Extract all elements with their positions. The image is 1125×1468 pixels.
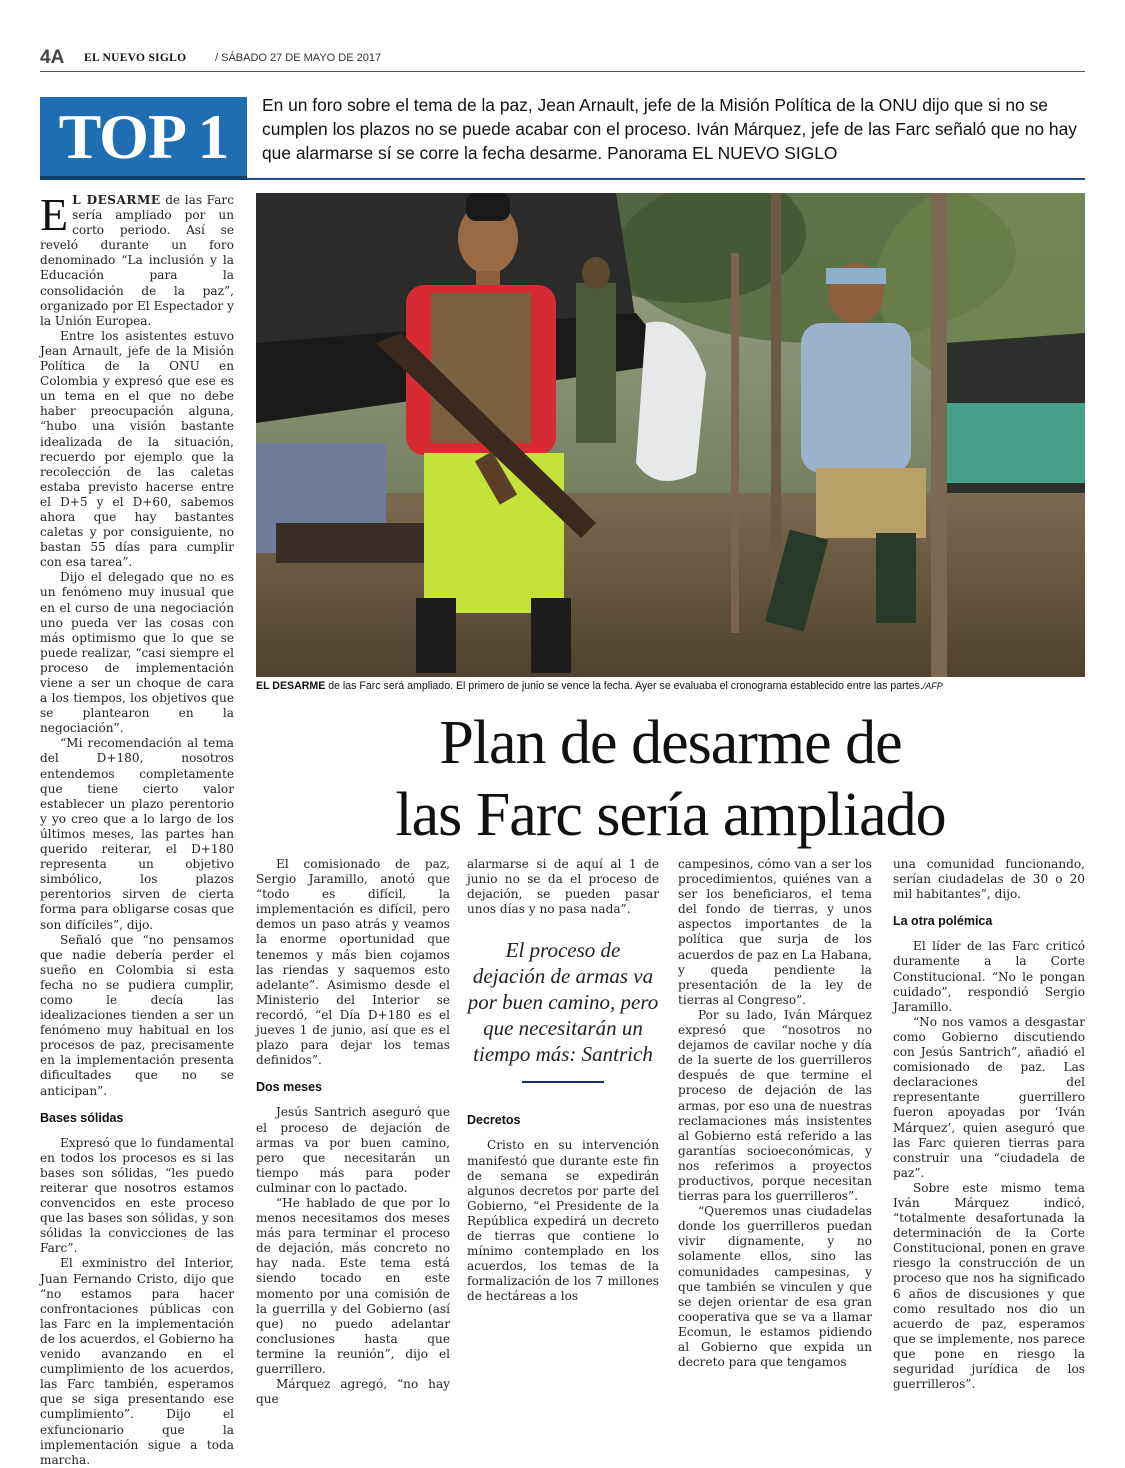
summary-text: En un foro sobre el tema de la paz, Jean Arnault, jefe de la Misión Política de la ONU dijo que si no se cumplen los plazos no se puede acabar con el proceso. Iván Márquez, jefe de las Farc señaló que no hay que alarmarse sí se corre la fecha desarme. Panorama: [262, 95, 1077, 163]
article-column-4: [678, 857, 872, 1370]
article-headline: [256, 707, 1085, 851]
subheading: La otra polémica: [893, 914, 993, 929]
paragraph: Márquez agregó, “no hay que: [256, 1377, 450, 1407]
summary-brand: EL NUEVO SIGLO: [692, 143, 838, 163]
article-column-3: [467, 857, 659, 1305]
paragraph: El exministro del Interior, Juan Fernando Cristo, dijo que “no estamos para hacer confrontaciones públicas con las Farc en la implementación de los acuerdos, el Gobierno ha venido avanzando en el cumplimiento de los acuerdos, las Farc también, esperamos que se siga presentando ese cumplimiento”. Dijo el exfuncionario que la implementación sigue a toda marcha.: [40, 1256, 234, 1467]
publication-name: EL NUEVO SIGLO: [84, 52, 187, 64]
article-column-5: [893, 857, 1085, 1392]
paragraph: una comunidad funcionando, serían ciudadelas de 30 o 20 mil habitantes”, dijo.: [893, 857, 1085, 902]
paragraph: “Mi recomendación al tema del D+180, nosotros entendemos completamente que tiene cierto valor establecer un plazo perentorio y yo creo que a lo largo de los últimos meses, las partes han querido reiterar, el D+180 representa un objetivo simbólico, los plazos perentorios sirven de cierta forma para obligarse cosas que son difíciles”, dijo.: [40, 736, 234, 932]
paragraph: de las Farc sería ampliado por un corto periodo. Así se reveló durante un foro denominado “La inclusión y la Educación para la consolidación de la paz”, organizado por El Espectador y la Unión Europea.: [40, 193, 234, 328]
paragraph: Por su lado, Iván Márquez expresó que “nosotros no dejamos de cavilar noche y día de la suerte de los guerrilleros después de que termine el proceso de dejación de las armas, por eso una de nuestras reclamaciones más insistentes al Gobierno está referido a las garantías socioeconómicas, y nos referimos a proyectos productivos, porque necesitan tierras para los guerrilleros”.: [678, 1007, 872, 1204]
caption-text: de las Farc será ampliado. El primero de junio se vence la fecha. Ayer se evaluaba el cronograma establecido entre las partes.: [325, 680, 923, 692]
pull-quote-rule: [522, 1081, 604, 1083]
paragraph: alarmarse si de aquí al 1 de junio no se da el proceso de dejación, se pueden pasar unos días y no pasa nada”.: [467, 857, 659, 917]
paragraph: Entre los asistentes estuvo Jean Arnault, jefe de la Misión Política de la ONU en Colombia y expresó que ese es un tema en el que no debe haber preocupación alguna, “hubo una visión bastante idealizada de la situación, recuerdo por ejemplo que la recolección de las caletas estaba previsto hacerse entre el D+5 y el D+60, sabemos ahora que hay bastantes caletas y por consiguiente, no bastan 55 días para cumplir con esa tarea”.: [40, 328, 234, 570]
caption-credit: /AFP: [922, 681, 943, 691]
paragraph: Jesús Santrich aseguró que el proceso de dejación de armas va por buen camino, pero que necesitarán un tiempo más para poder culminar con lo pactado.: [256, 1105, 450, 1195]
paragraph: “He hablado de que por lo menos necesitamos dos meses más para terminar el proceso de dejación, más concreto no hay nada. Este tema está siendo tocado en este momento por una comisión de la guerrilla y del Gobierno (así que) no puedo adelantar conclusiones hasta que termine la reunión”, dijo el guerrillero.: [256, 1195, 450, 1376]
paragraph: “No nos vamos a desgastar como Gobierno discutiendo con Jesús Santrich”, añadió el comisionado de paz. Las declaraciones del representante guerrillero fueron apoyadas por ‘Iván Márquez’, quien aseguró que las Farc quieren tierras para construir una “ciudadela de paz”.: [893, 1014, 1085, 1180]
drop-cap: E: [40, 189, 69, 240]
subheading: Decretos: [467, 1113, 521, 1128]
page-header: [40, 47, 1085, 71]
publication-date: / SÁBADO 27 DE MAYO DE 2017: [215, 52, 382, 64]
headline-line-1: Plan de desarme de: [439, 709, 902, 777]
headline-line-2: las Farc sería ampliado: [395, 781, 946, 849]
article-summary: [262, 93, 1084, 165]
paragraph: Sobre este mismo tema Iván Márquez indicó, “totalmente desafortunada la determinación de la Corte Constitucional, ponen en grave riesgo la construcción de un proceso que nos ha significado 6 años de discusiones y que como resultado nos dio un acuerdo de paz, esperamos que se implemente, nos parece que pone en riesgo la seguridad jurídica de los guerrilleros”.: [893, 1180, 1085, 1392]
paragraph: Cristo en su intervención manifestó que durante este fin de semana se expedirán algunos decretos por parte del Gobierno, “el Presidente de la República expedirá un decreto de tierras que contiene lo mínimo contemplado en los acuerdos, los temas de la formalización de los 7 millones de hectáreas a los: [467, 1138, 659, 1304]
summary-rule: [247, 178, 1085, 180]
paragraph: Señaló que “no pensamos que nadie debería perder el sueño en Colombia si esta fecha no se pudiera cumplir, como le decía las idealizaciones tienden a ser un fenómeno muy habitual en los procesos de paz, precisamente en la implementación presenta dificultades que no se anticipan”.: [40, 932, 234, 1098]
subheading: Dos meses: [256, 1080, 323, 1095]
paragraph: Expresó que lo fundamental en todos los procesos es si las bases son sólidas, “les puedo reiterar que nosotros estamos convencidos en este proceso que las bases son sólidas, y son sólidas la convicciones de las Farc”.: [40, 1135, 234, 1256]
lead-paragraph: [40, 189, 234, 329]
subheading: Bases sólidas: [40, 1110, 124, 1125]
paragraph: El comisionado de paz, Sergio Jaramillo, anotó que “todo es difícil, la implementación es difícil, pero demos un paso atrás y veamos la enorme oportunidad que tenemos y más bien cojamos las riendas y saquemos esto adelante”. Asimismo desde el Ministerio del Interior se recordó, “el Día D+180 es el jueves 1 de junio, así que es el plazo para dejar los temas definidos”.: [256, 857, 450, 1068]
lead-caps: L DESARME: [72, 193, 161, 207]
paragraph: campesinos, cómo van a ser los procedimientos, quiénes van a ser los beneficiaros, el tema del fondo de tierras, y unos aspectos importantes de la política que surja de los acuerdos de paz en La Habana, y queda pendiente la presentación de la ley de tierras al Congreso”.: [678, 857, 872, 1007]
photo-caption: [256, 680, 1085, 693]
caption-lead: EL DESARME: [256, 680, 326, 692]
pull-quote: [467, 937, 659, 1083]
article-column-1: [40, 189, 234, 1468]
header-rule: [40, 71, 1085, 72]
article-column-2: [256, 857, 450, 1407]
paragraph: El líder de las Farc criticó duramente a la Corte Constitucional. “No le pongan cuidado”, respondió Sergio Jaramillo.: [893, 939, 1085, 1014]
paragraph: Dijo el delegado que no es un fenómeno muy inusual que en el curso de una negociación uno pueda ver las cosas con más optimismo que lo que se puede realizar, “casi siempre el proceso de implementación viene a ser un choque de cara a los tiempos, los objetivos que se plantearon en la negociación”.: [40, 570, 234, 736]
pull-quote-text: El proceso de dejación de armas va por buen camino, pero que necesitarán un tiempo más: Santrich: [467, 938, 659, 1067]
page-number: 4A: [40, 47, 65, 68]
top-ranking-box: TOP 1: [40, 97, 247, 180]
paragraph: “Queremos unas ciudadelas donde los guerrilleros puedan vivir dignamente, y no solamente ellos, sino las comunidades campesinas, y que también se vinculen y que se dejen orientar de esa gran cooperativa que se va a llamar Ecomun, le estamos pidiendo al Gobierno que expida un decreto para que tengamos: [678, 1204, 872, 1370]
article-photo: [256, 193, 1085, 677]
